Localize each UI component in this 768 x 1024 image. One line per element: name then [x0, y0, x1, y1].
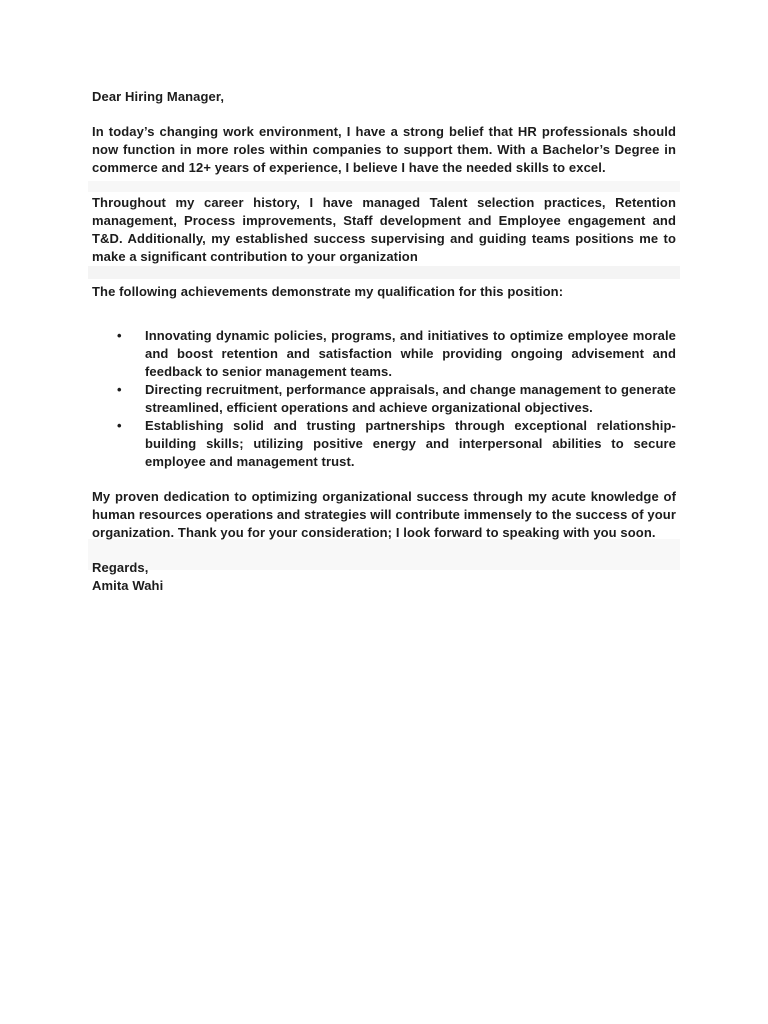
- list-item: [92, 417, 676, 471]
- bullet-icon: •: [117, 382, 122, 397]
- body-paragraph: Throughout my career history, I have managed Talent selection practices, Retention management, Process improvements, Staff development and Employee engagement and T&D. Additionally, my established success supervising and guiding teams positions me to make a significant contribution to your organization: [92, 195, 676, 264]
- achievement-text: Directing recruitment, performance appraisals, and change management to generate streamlined, efficient operations and achieve organizational objectives.: [145, 382, 676, 415]
- signature: Amita Wahi: [92, 578, 164, 593]
- achievement-text: Innovating dynamic policies, programs, and initiatives to optimize employee morale and boost retention and satisfaction while providing ongoing advisement and feedback to senior management teams.: [145, 328, 676, 379]
- achievement-text: Establishing solid and trusting partnerships through exceptional relationship-building skills; utilizing positive energy and interpersonal abilities to secure employee and management trust.: [145, 418, 676, 469]
- intro-paragraph: In today’s changing work environment, I have a strong belief that HR professionals should now function in more roles within companies to support them. With a Bachelor’s Degree in commerce and 12+ years of experience, I believe I have the needed skills to excel.: [92, 124, 676, 175]
- signoff: Regards,: [92, 560, 149, 575]
- signoff-block: [92, 559, 676, 595]
- achievements-list: [92, 327, 676, 471]
- list-item: [92, 327, 676, 381]
- bullet-icon: •: [117, 418, 122, 433]
- closing-paragraph: My proven dedication to optimizing organizational success through my acute knowledge of human resources operations and strategies will contribute immensely to the success of your organization. Thank you for your consideration; I look forward to speaking with you soon.: [92, 489, 676, 540]
- salutation: Dear Hiring Manager,: [92, 89, 225, 104]
- cover-letter: [92, 88, 676, 595]
- bullet-icon: •: [117, 328, 122, 343]
- list-item: [92, 381, 676, 417]
- achievements-lead: The following achievements demonstrate my qualification for this position:: [92, 284, 564, 299]
